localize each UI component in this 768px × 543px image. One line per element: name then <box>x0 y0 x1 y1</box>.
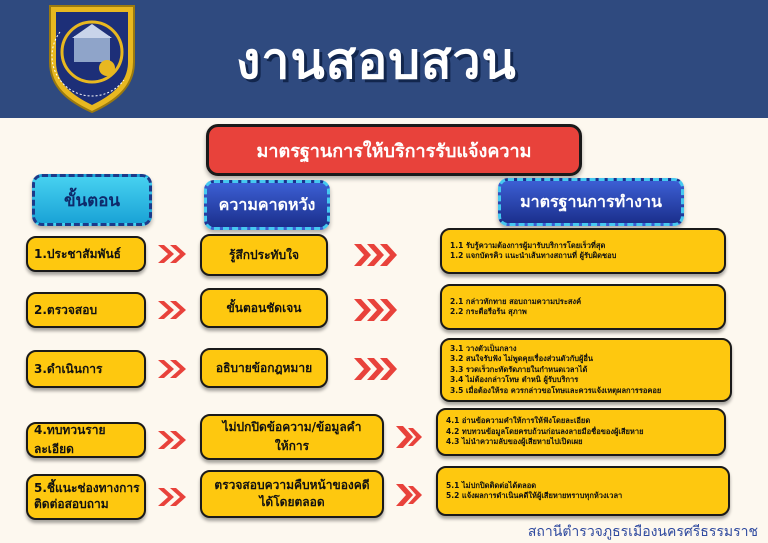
standard-item: 1.2 แจกบัตรคิว แนะนำเส้นทางสถานที่ ผู้รับผิดชอบ <box>450 251 617 260</box>
expectation-box-5: ตรวจสอบความคืบหน้าของคดีได้โดยตลอด <box>200 470 384 518</box>
step-box-3: 3.ดำเนินการ <box>26 350 146 388</box>
standard-box-3 <box>440 338 732 402</box>
expectation-column-header: ความคาดหวัง <box>204 180 330 230</box>
standard-item: 4.3 ไม่นำความลับของผู้เสียหายไปเปิดเผย <box>446 437 583 447</box>
standard-item: 3.3 รวดเร็วกะทัดรัดภายในกำหนดเวลาได้ <box>450 364 588 374</box>
standard-box-4 <box>436 408 726 456</box>
triple-chevron-icon <box>352 297 398 323</box>
standard-item: 3.2 สนใจรับฟัง ไม่พูดคุยเรื่องส่วนตัวกับผู้อื่น <box>450 354 594 364</box>
step-box-4: 4.ทบทวนรายละเอียด <box>26 422 146 458</box>
double-chevron-icon <box>156 429 188 451</box>
standard-box-5 <box>436 466 730 516</box>
standard-item: 2.2 กระตือรือร้น สุภาพ <box>450 307 527 316</box>
header-bar <box>0 0 768 118</box>
steps-column-header: ขั้นตอน <box>32 174 152 226</box>
double-chevron-icon <box>156 486 188 508</box>
step-box-5: 5.ชี้แนะช่องทางการติดต่อสอบถาม <box>26 474 146 520</box>
double-chevron-icon <box>156 358 188 380</box>
page-title: งานสอบสวน <box>236 32 517 90</box>
standard-box-1 <box>440 228 726 274</box>
chevron-icon <box>394 482 424 508</box>
standard-item: 3.1 วางตัวเป็นกลาง <box>450 343 517 353</box>
expectation-box-1: รู้สึกประทับใจ <box>200 234 328 276</box>
double-chevron-icon <box>156 243 188 265</box>
standard-item: 5.1 ไม่ปกปิดติดต่อได้ตลอด <box>446 480 537 490</box>
step-box-2: 2.ตรวจสอบ <box>26 292 146 328</box>
standard-column-header: มาตรฐานการทำงาน <box>498 178 684 226</box>
expectation-box-4: ไม่ปกปิดข้อความ/ข้อมูลคำให้การ <box>200 414 384 460</box>
expectation-box-2: ขั้นตอนชัดเจน <box>200 288 328 328</box>
standard-item: 5.2 แจ้งผลการดำเนินคดีให้ผู้เสียหายทราบทุกห้วงเวลา <box>446 491 623 500</box>
standard-item: 4.2 ทบทวนข้อมูลโดยครบถ้วนก่อนลงลายมือชื่อของผู้เสียหาย <box>446 426 644 436</box>
standard-item: 3.4 ไม่ต้องกล่าวโทษ ตำหนิ ผู้รับบริการ <box>450 375 579 385</box>
standard-box-2 <box>440 284 726 330</box>
standard-item: 2.1 กล่าวทักทาย สอบถามความประสงค์ <box>450 296 582 306</box>
chevron-icon <box>394 424 424 450</box>
standard-item: 4.1 อ่านข้อความคำให้การให้ฟังโดยละเอียด <box>446 416 591 426</box>
service-standard-banner: มาตรฐานการให้บริการรับแจ้งความ <box>206 124 582 176</box>
footer-station-name: สถานีตำรวจภูธรเมืองนครศรีธรรมราช <box>527 524 758 540</box>
double-chevron-icon <box>156 299 188 321</box>
triple-chevron-icon <box>352 242 398 268</box>
standard-item: 3.5 เมื่อต้องให้รอ ควรกล่าวขอโทษและควรแจ้งเหตุผลการรอคอย <box>450 385 662 395</box>
standard-item: 1.1 รับรู้ความต้องการผู้มารับบริการโดยเร็วที่สุด <box>450 240 606 250</box>
police-station-logo <box>44 2 140 114</box>
triple-chevron-icon <box>352 356 398 382</box>
expectation-box-3: อธิบายข้อกฎหมาย <box>200 348 328 388</box>
step-box-1: 1.ประชาสัมพันธ์ <box>26 236 146 272</box>
